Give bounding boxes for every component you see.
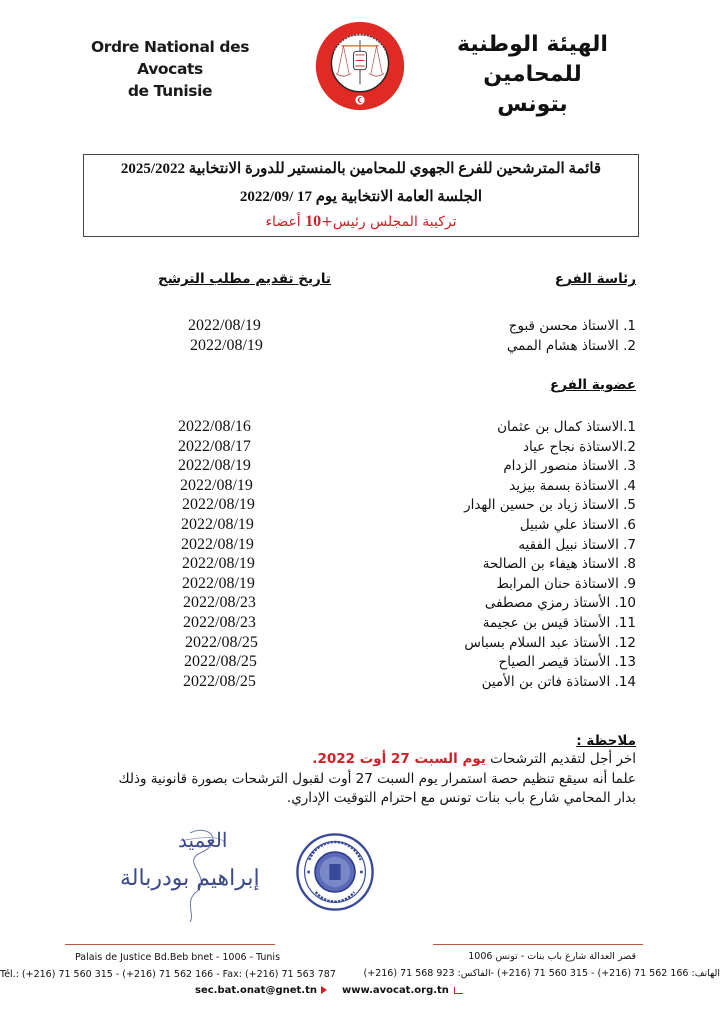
note-deadline-date: يوم السبت 27 أوت 2022.: [312, 751, 486, 767]
footer-phones-ar: الهاتف: 166 562 71 (216+) - 315 560 71 (216+) -الفاكس: 923 568 71 (216+): [363, 968, 720, 979]
application-date: 2022/08/19: [188, 317, 261, 334]
application-date: 2022/08/19: [190, 337, 263, 354]
candidate-name: 2. الاستاذ هشام الممي: [506, 338, 636, 354]
red-arrow-icon: [321, 986, 327, 994]
date-column-header: تاريخ تقديم مطلب الترشح: [158, 271, 331, 287]
application-date: 2022/08/23: [183, 614, 256, 631]
org-name-ar-line1: الهيئة الوطنية للمحامين: [457, 32, 608, 87]
official-stamp-icon: [295, 832, 375, 912]
candidate-name: 5. الاستاذ زياد بن حسين الهدار: [464, 497, 636, 514]
footer-rule-left: [65, 944, 275, 945]
application-date: 2022/08/17: [178, 437, 251, 455]
composition-suffix: أعضاء: [265, 214, 301, 230]
candidate-name: 8. الاستاذ هيفاء بن الصالحة: [482, 556, 636, 573]
candidate-name: 14. الاستاذة فاتن بن الأمين: [481, 673, 636, 690]
candidate-name: 4. الاستاذة بسمة بيزيد: [509, 477, 636, 494]
application-date: 2022/08/19: [182, 496, 255, 514]
note-line-3: بدار المحامي شارع باب بنات تونس مع احترام التوقيت الإداري.: [286, 790, 636, 806]
application-date: 2022/08/19: [182, 574, 255, 592]
footer-phones-fr: Tél.: (+216) 71 560 315 - (+216) 71 562 166 - Fax: (+216) 71 563 787: [0, 969, 336, 980]
council-composition: [84, 213, 638, 231]
candidate-name: 2.الاستاذة نجاح عياد: [522, 438, 636, 455]
candidate-name: 3. الاستاذ منصور الزدام: [503, 458, 636, 475]
bar-association-emblem-icon: [314, 20, 406, 112]
note-deadline-prefix: اخر أجل لتقديم الترشحات: [485, 751, 636, 767]
note-heading: ملاحظة :: [576, 733, 636, 749]
candidate-name: 6. الاستاذ علي شبيل: [519, 517, 636, 533]
org-name-fr-line1: Ordre National des Avocats: [90, 38, 250, 78]
footer-address-ar: قصر العدالة شارع باب بنات - تونس 1006: [468, 951, 636, 962]
composition-text: تركيبة المجلس رئيس+: [321, 214, 457, 230]
footer-website: [342, 985, 463, 996]
signature-name: إبراهيم بودربالة: [120, 866, 260, 891]
composition-count: 10: [305, 213, 322, 230]
org-name-french: [70, 36, 270, 102]
application-date: 2022/08/25: [183, 672, 256, 690]
signature-title: العميد: [178, 828, 228, 852]
presidency-header: رئاسة الفرع: [554, 271, 636, 287]
candidate-name: 12. الأستاذ عبد السلام بسباس: [464, 634, 636, 651]
footer-website-link[interactable]: www.avocat.org.tn: [342, 985, 449, 996]
org-name-arabic: [425, 30, 640, 120]
document-title: قائمة المترشحين للفرع الجهوي للمحامين بالمنستير للدورة الانتخابية 2025/2022: [120, 161, 602, 177]
footer-rule-right: [433, 944, 643, 945]
application-date: 2022/08/25: [185, 633, 258, 651]
footer-email: [195, 985, 327, 996]
note-line-2: علما أنه سيقع تنظيم حصة استمرار يوم السبت 27 أوت لقبول الترشحات بصورة قانونية وذلك: [118, 771, 636, 787]
footer-address-fr: Palais de Justice Bd.Beb bnet - 1006 - Tunis: [75, 952, 281, 963]
org-name-ar-line2: بتونس: [497, 92, 568, 117]
application-date: 2022/08/19: [180, 476, 253, 494]
application-date: 2022/08/19: [182, 555, 255, 573]
org-name-fr-line2: de Tunisie: [127, 82, 213, 100]
application-date: 2022/08/19: [181, 516, 254, 533]
application-date: 2022/08/23: [183, 594, 256, 612]
red-corner-icon: [454, 987, 463, 994]
footer-email-link[interactable]: sec.bat.onat@gnet.tn: [195, 985, 318, 996]
candidate-name: 13. الأستاذ قيصر الصياح: [498, 654, 636, 671]
candidate-name: 7. الاستاذ نبيل الفقيه: [518, 536, 636, 553]
candidate-name: 1. الاستاذ محسن قبوج: [508, 318, 636, 334]
document-title-box: [83, 154, 639, 237]
application-date: 2022/08/19: [178, 457, 251, 475]
application-date: 2022/08/19: [181, 535, 254, 553]
candidate-name: 10. الأستاذ رمزي مصطفى: [484, 595, 636, 612]
members-header: عضوية الفرع: [550, 377, 636, 393]
note-deadline: [312, 751, 636, 767]
candidate-name: 9. الاستاذة حنان المرابط: [496, 575, 636, 592]
application-date: 2022/08/25: [184, 653, 257, 671]
assembly-date: الجلسة العامة الانتخابية يوم 17 /2022/09: [239, 189, 483, 205]
application-date: 2022/08/16: [178, 418, 251, 435]
candidate-name: 1.الاستاذ كمال بن عثمان: [497, 419, 636, 435]
candidate-name: 11. الأستاذ قيس بن عجيمة: [482, 615, 636, 631]
